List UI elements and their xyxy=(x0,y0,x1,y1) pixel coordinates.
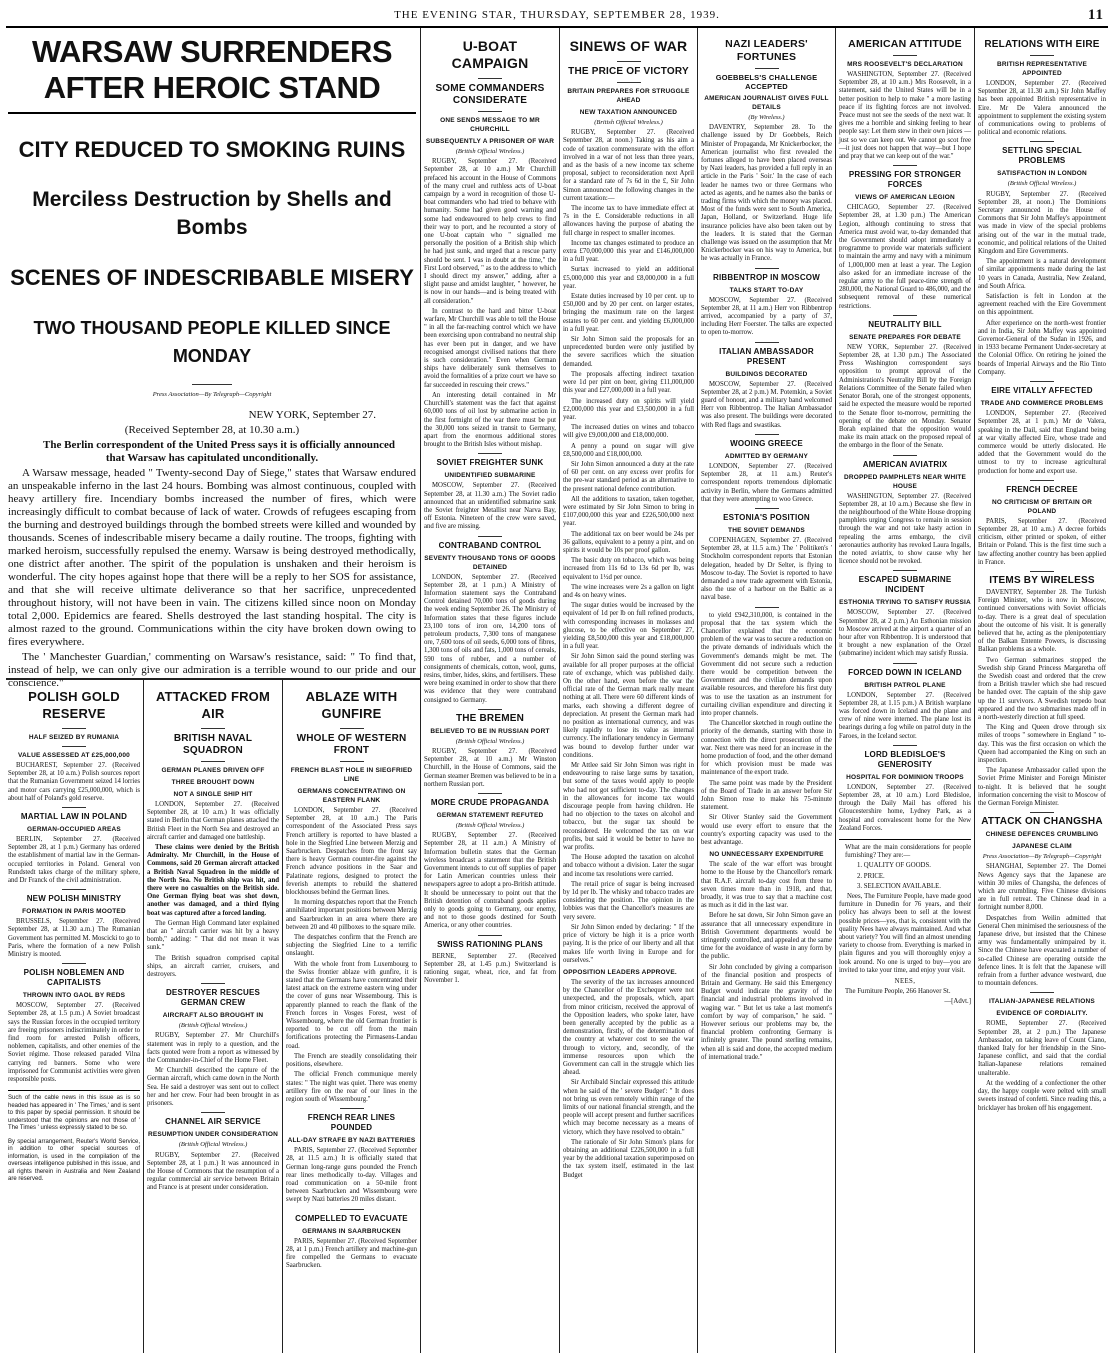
column-5 xyxy=(563,34,694,1351)
reuter-notice: By special arrangement, Reuter's World Service, in addition to other special sources of information, is used in the compilation of the overseas intelligence published in this issue, and all rights therein in Australia and New Zealand are reserved. xyxy=(8,1138,140,1183)
column-3 xyxy=(286,684,417,1351)
subhead: ITALIAN-JAPANESE RELATIONS xyxy=(989,998,1095,1006)
article-text: The proposals affecting indirect taxation were 1d per pint on beer, giving £11,000,000 this year and £27,000,000 in a full year. xyxy=(563,370,694,395)
lead-deck-1: CITY REDUCED TO SMOKING RUINS xyxy=(18,137,406,162)
column-rule xyxy=(143,680,144,1353)
separator xyxy=(617,82,641,83)
article-text: The House adopted the taxation on alcohol and tobacco without a division. Later the sugar and income tax resolutions were carried. xyxy=(563,854,694,878)
article-text: LONDON, September 27. (Received September 28, at 1.15 p.m.) A British warplane was forced down in Iceland and the plane and crew of nine were interned. The plane lost its bearings during a fog while on patrol duty in the Faroes, in the Iceland sector. xyxy=(839,691,971,740)
subhead: GERMAN STATEMENT REFUTED xyxy=(436,812,544,819)
source-line: (British Official Wireless.) xyxy=(1007,180,1077,188)
source-line: (British Official Wireless.) xyxy=(178,1022,248,1030)
article-text: The increased duties on wines and tobacco will give £9,000,000 and £18,000,000. xyxy=(563,424,694,440)
subhead: NOT A SINGLE SHIP HIT xyxy=(173,791,253,798)
article-text: The scale of the war effort was brought home to the House by the Chancellor's remark that R.A.F. aircraft to-day cost from three to seven times more than in 1918, and that, broadly, it was true to say that a machine cost as much as it did in the last war. xyxy=(701,861,832,910)
headline: FRENCH REAR LINES POUNDED xyxy=(307,1113,396,1133)
separator xyxy=(201,1112,225,1113)
headline: FORCED DOWN IN ICELAND xyxy=(848,667,962,677)
subhead: TALKS START TO-DAY xyxy=(729,286,804,294)
column-rule xyxy=(420,28,421,1353)
article-text: The retail price of sugar is being increased by 1d per lb. The whisky and tobacco trades are considering the position. The opinion in the lobbies was that the Chancellor's measures are very severe. xyxy=(563,880,694,921)
lead-deck-2: Merciless Destruction by Shells and Bombs xyxy=(32,188,392,239)
lead-story xyxy=(8,34,416,690)
article-text: to yield £942,310,000, is contained in the proposal that the tax system which the Chancellor explained that the economic problem of the war was to secure a reduction on the private demands of individuals which the Government's demands might be met. The Government did not secure such a reduction there would be competition between the Government and the civilian demands upon available resources, and therefore his first duty was to use the taxation as an instrument for curtailing civilian expenditure and directing it into proper channels. xyxy=(701,611,832,717)
article-text: Sir John Simon ended by declaring: " If the price of victory be high it is a price worth paying. It is the price of our liberty and all that makes life worth living in Europe and for ourselves." xyxy=(563,923,694,964)
column-8 xyxy=(978,34,1106,1351)
article-text: LONDON, September 27. (Received September 28, at 11.30 a.m.) Sir John Maffey has been appointed British representative in Eire. Mr De Valera announced the appointment to supplement the existing system of communications owing to problems of political and economic relations. xyxy=(978,80,1106,137)
article-text: The rationale of Sir John Simon's plans for obtaining an additional £226,500,000 in a full year by the additional taxation superimposed on the tax system itself, estimated in the last Budget xyxy=(563,1138,694,1179)
article-text: The French are steadily consolidating their positions, elsewhere. xyxy=(286,1052,417,1069)
article-text: Mr Churchill described the capture of the German aircraft, which came down in the North Sea. He said a destroyer was sent out to collect her and her crew. Four had been brought in as prisoners. xyxy=(147,1067,279,1108)
headline: PRESSING FOR STRONGER FORCES xyxy=(848,170,962,190)
subhead: VIEWS OF AMERICAN LEGION xyxy=(855,194,955,202)
article-text: The same point was made by the President of the Board of Trade in an answer before Sir John Simon rose to make his 75-minute statement. xyxy=(701,779,832,812)
article-text: RUGBY, September 27. Mr Churchill's statement was in reply to a question, and the facts quoted were from a report as witnessed by the Commander-in-Chief of the Home Fleet. xyxy=(147,1032,279,1065)
column-4 xyxy=(424,34,556,1351)
article-text: PARIS, September 27. (Received September 28, at 10 a.m.) A decree forbids criticism, either printed or spoken, of either Britain or Poland. This is the first time such a law affecting another country has been applied in France. xyxy=(978,517,1106,566)
article-text: Sir John Simon said the pound sterling was available for all proper purposes at the official rate of exchange, which was published daily. On the other hand, even before the war the official rate of the German mark really meant nothing at all. There were 60 different kinds of marks, each showing a different degree of depreciation. At present the German mark had no position as international currency, and was likely rapidly to lose its value as internal currency. The inflationary tendency in Germany was bound to develop further under war conditions. xyxy=(563,653,694,759)
source-line: (British Official Wireless.) xyxy=(455,822,525,829)
headline: CHANNEL AIR SERVICE xyxy=(165,1117,261,1127)
article-text: LONDON, September 27. (Received September 28, at 10 a.m.) The Paris correspondent of the Associated Press says French artillery is reported to have blasted a hole in the Siegfried Line between Merzig and Saarbrucken. Despatches from the front say there is heavy German counter-fire against the French advance positions in the Saar and Palatinate regions, designed to protect the feverish attempts to rebuild the shattered blockhouses behind the German lines. xyxy=(286,807,417,897)
subhead: ADMITTED BY GERMANY xyxy=(724,452,809,460)
article-text: Sir Oliver Stanley said the Government would use every effort to ensure that the country's exporting capacity was used to the best advantage. xyxy=(701,814,832,847)
ad-tag: —[Advt.] xyxy=(944,998,971,1006)
separator xyxy=(62,807,86,808)
separator xyxy=(478,935,502,936)
subhead: ONE SENDS MESSAGE TO MR CHURCHILL xyxy=(440,117,540,133)
separator xyxy=(893,570,917,571)
separator xyxy=(1030,55,1054,56)
subhead: BRITAIN PREPARES FOR STRUGGLE AHEAD xyxy=(567,88,690,104)
article-text: RUGBY, September 27. (Received September 28, at 10 a.m.) Mr Winston Churchill, in the House of Commons, said the German steamer Bremen was believed to be in a northern Russian port. xyxy=(424,747,556,788)
subhead: BRITISH REPRESENTATIVE APPOINTED xyxy=(996,61,1088,77)
subhead: JAPANESE CLAIM xyxy=(1012,843,1072,851)
article-text: DAVENTRY, September 28. The Turkish Foreign Minister, who is now in Moscow, continued conversations with Soviet officials to-day. There is a great deal of speculation about the outcome of his visit. It is generally believed that he, acting as the plenipotentiary of the Balkan Entente Powers, is discussing Balkan problems as a whole. xyxy=(978,588,1106,654)
article-text: NEW YORK, September 27. (Received September 28, at 1.30 p.m.) The Associated Press Washington correspondent says opposition to prompt approval of the Administration's Neutrality Bill by the Foreign Relations Committee of the Senate failed when Senator Borah, one of the strongest opponents, said he expected the measure would be reported to the Senate floor to-morrow, permitting the opening of the debate on Monday. Senator Borah explained that the opposition would make its main attack on the proposed repeal of the embargo in the floor of the Senate. xyxy=(839,343,971,450)
headline: BRITISH NAVAL SQUADRON xyxy=(173,733,253,756)
subhead: OPPOSITION LEADERS APPROVE. xyxy=(563,968,677,976)
article-text: The income tax to have immediate effect at 7s in the £. Considerable reductions in all allowances having the purpose of abating the full charge in respect to smaller incomes. xyxy=(563,205,694,237)
separator xyxy=(755,607,779,608)
separator xyxy=(62,963,86,964)
article-text: Sir John Simon said the proposals for an unprecedented burden were only justified by the severe sacrifices which the situation demanded. xyxy=(563,336,694,368)
separator xyxy=(755,434,779,435)
headline: AMERICAN ATTITUDE xyxy=(848,38,962,50)
column-rule xyxy=(282,680,283,1353)
article-text: LONDON, September 27. (Received September 28, at 1 p.m.) A Ministry of Information statement says the Contraband Control detained 70,000 tons of goods during the week ending September 26. The Ministry of Information states that these figures include 23,100 tons of iron ore, 14,200 tons of petroleum products, 7,300 tons of manganese ore, 7,600 tons of oil seeds, 6,000 tons of fibres, 1,300 tons of oils and fats, 1,000 tons of cereals, 590 tons of rubber, and a number of consignments of chemicals, cotton, wool, gums, resins, timber, hides, skins, and fertilisers. These were being examined in order to show that there was evidence that they were contraband consigned to Germany. xyxy=(424,573,556,704)
article-text: The appointment is a natural development of similar appointments made during the last 10 years in Canada, Australia, New Zealand, and South Africa. xyxy=(978,258,1106,290)
article-text: Income tax changes estimated to produce an extra £70,000,000 this year and £146,000,000 in a full year. xyxy=(563,239,694,264)
lead-intro: The Berlin correspondent of the United Press says it is officially announced that Warsaw has capitulated unconditionally. xyxy=(43,439,395,465)
headline: U-BOAT CAMPAIGN xyxy=(451,38,529,71)
subhead: THREE BROUGHT DOWN xyxy=(171,779,255,786)
lead-dateline: NEW YORK, September 27. xyxy=(248,409,376,422)
article-text: BRUSSELS, September 27. (Received September 28, at 11.30 a.m.) The Rumanian Government has permitted M. Moscicki to go to Paris, where the formation of a new Polish Ministry is mooted. xyxy=(8,918,140,959)
article-text: Sir John Simon announced a duty at the rate of 60 per cent. on any excess over profits for the pre-war standard period as an alternative to the present national defence contribution. xyxy=(563,460,694,493)
column-6 xyxy=(701,34,832,1351)
separator xyxy=(893,55,917,56)
headline: NEW POLISH MINISTRY xyxy=(26,894,122,904)
ad-text: Nees, The Furniture People, have made good furniture in Dunedin for 76 years, and their policy has always been to sell at the lowest possible prices—yes, that is, consistent with the quality Nees have always maintained. And what about variety? You will find an almost unending variety to choose from. Everything is marked in plain figures and you will thoroughly enjoy a look around. No one is urged to buy—you are invited to take your time, and enjoy your visit. xyxy=(839,893,971,974)
lead-deck-4: TWO THOUSAND PEOPLE KILLED SINCE MONDAY xyxy=(33,318,391,366)
subhead: DROPPED PAMPHLETS NEAR WHITE HOUSE xyxy=(843,473,967,490)
article-text: Before he sat down, Sir John Simon gave an assurance that all unnecessary expenditure in British Government departments would be stringently controlled, and appealed at the same time for the avoidance of waste in any form by the public. xyxy=(701,912,832,961)
headline: COMPELLED TO EVACUATE xyxy=(295,1213,408,1223)
article-text: BUCHAREST, September 27. (Received September 28, at 10 a.m.) Polish sources report that the Rumanian Government seized 14 lorries and motor cars carrying £25,000,000, which is about half of Poland's gold reserve. xyxy=(8,762,140,802)
article-text: The wine increases were 2s a gallon on light and 4s on heavy wines. xyxy=(563,583,694,599)
nees-advertisement xyxy=(839,839,971,1007)
article-text: The Chancellor sketched in rough outline the priority of the demands, starting with those in connection with the direct prosecution of the war. Next there was need for an increase in the home production of food, and the other demand for which provision must be made was maintenance of the export trade. xyxy=(701,720,832,777)
subhead: UNIDENTIFIED SUBMARINE xyxy=(444,472,536,480)
article-text: The additional tax on beer would be 24s per 36 gallons, equivalent to a penny a pint, and on spirits it would be 10s per proof gallon. xyxy=(563,530,694,554)
subhead: FORMATION IN PARIS MOOTED xyxy=(22,908,126,916)
headline: SINEWS OF WAR xyxy=(569,38,688,54)
subhead: ESTHONIA TRYING TO SATISFY RUSSIA xyxy=(839,599,971,607)
subhead: HOSPITAL FOR DOMINION TROOPS xyxy=(846,773,964,781)
article-text: MOSCOW, September 27. (Received September 28, at 1.5 p.m.) A Soviet broadcast says the Russian forces in the occupied territory are freeing prisoners indiscriminately in order to find room for arrested Polish officers, noblemen, capitalists, and other enemies of the Soviet régime. Those released paraded Vilna carrying red banners. Some who were imprisoned for Communist activities were given responsible posts. xyxy=(8,1002,140,1084)
headline: AMERICAN AVIATRIX xyxy=(862,459,948,469)
separator xyxy=(478,709,502,710)
column-7 xyxy=(839,34,971,1351)
ad-question: What are the main considerations for people furnishing? They are:— xyxy=(845,844,971,860)
article-text: Sir Archibald Sinclair expressed this attitude when he said of the ' severe Budget': " It does not bring us even remotely within range of the limits of our national financial strength, and the people will accept present and further sacrifices which may become necessary as a means of victory, which they have resolved to obtain." xyxy=(563,1079,694,1136)
source-line: Press Association—By Telegraph—Copyright xyxy=(982,853,1102,861)
article-text: With the whole front from Luxembourg to the Swiss frontier ablaze with gunfire, it is stated that the Germans have concentrated their latest attack on the extreme eastern wing under the cover of guns near Wissembourg. This is apparently planned to reach the flank of the French forces in Vosges Forest, west of Wissembourg, where the old German frontier is reported to be cut off from the main fortifications protecting the Pirmasens-Landau road. xyxy=(286,960,417,1050)
subhead: BELIEVED TO BE IN RUSSIAN PORT xyxy=(430,727,550,735)
column-rule xyxy=(974,28,975,1353)
separator xyxy=(62,728,86,729)
article-text: LONDON, September 27. (Received September 28, at 10 a.m.) It was officially stated in Berlin that German planes attacked the British Fleet in the North Sea and destroyed an aircraft carrier and damaged one battleship. xyxy=(147,801,279,841)
column-1 xyxy=(8,684,140,1351)
subhead: MRS ROOSEVELT'S DECLARATION xyxy=(847,61,963,68)
subhead: ALL-DAY STRAFE BY NAZI BATTERIES xyxy=(287,1137,416,1145)
subhead: BRITISH PATROL PLANE xyxy=(864,681,946,689)
separator xyxy=(201,983,225,984)
headline: RIBBENTROP IN MOSCOW xyxy=(713,272,820,282)
headline: WOOING GREECE xyxy=(730,438,803,448)
article-text: LONDON, September 27. (Received September 28, at 10 a.m.) Lord Bledisloe, through the Daily Mail has offered his Gloucestershire home, Lydney Park, as a hospital and convalescent home for the New Zealand Forces. xyxy=(839,783,971,832)
banner-rule xyxy=(8,112,416,114)
subhead: FRENCH BLAST HOLE IN SIEGFRIED LINE xyxy=(290,767,413,783)
article-text: MOSCOW, September 27. (Received September 28, at 2 p.m.) M. Potemkin, a Soviet guard of honour, and a military band welcomed Herr von Ribbentrop. The Italian Ambassador was also present. The buildings were decorated with Red flags and swastikas. xyxy=(701,380,832,429)
article-text: DAVENTRY, September 28. To the challenge issued by Dr Goebbels, Reich Minister of Propaganda, Mr Knickerbocker, the American journalist who first revealed the fortunes alleged to have been placed overseas by Nazi leaders, has provided a full reply in an article in the Paris ' Soir.' In the case of each leader he names two or three Germans who acted as agents, and he names also the banks or trading firms with which the money was placed. Most of the funds were sent to South America, Japan, Holland, or Switzerland. Huge life insurance policies have also been taken out by the leaders. It is stated that the German challenge was issued on the assumption that Mr Knickerbocker was on his way to America, but he was actually in France. xyxy=(701,124,832,263)
lead-deck-3: SCENES OF INDESCRIBABLE MISERY xyxy=(10,265,414,290)
article-text: RUGBY, September 27. (Received September 28, at 10 a.m.) Mr Churchill prefaced his account in the House of Commons of the many cruel and ruthless acts of U-boat campaign by a word in recognition of those U-boat commanders who had tried to behave with humanity. Some had given good warning and some had endeavoured to help crews to find their way to port, and he recounted a story of one U-boat captain who " signalled me personally the position of a British ship which he had just sunk, and urged that a rescue party should be sent. I was in doubt at the time," the First Lord observed, " as to the address to which I should direct my answer," adding, after a slight pause and amidst laughter, " however, he is now in our hands—and is being treated with all consideration." xyxy=(424,158,556,305)
lead-received: (Received September 28, at 10.30 a.m.) xyxy=(124,424,300,437)
column-rule xyxy=(697,28,698,1353)
article-text: MOSCOW, September 27. (Received September 28, at 11 a.m.) Herr von Ribbentrop arrived, accompanied by a party of 37, including Herr Foerster. The talks are expected to open to-morrow. xyxy=(701,296,832,337)
article-text: RUGBY, September 27. (Received September 28, at 11 a.m.) A Ministry of Information bulletin states that the German wireless broadcast a statement that the British Government intends to cut off supplies of paper for Latin American countries unless their newspapers agree to adopt a pro-British attitude. It should be unnecessary to point out that the British detention of contraband goods applies only to goods going to Germany, our enemy, and not to those goods destined for South America, or any other countries. xyxy=(424,832,556,930)
headline: THE PRICE OF VICTORY xyxy=(568,66,689,77)
source-line: (British Official Wireless.) xyxy=(455,737,525,745)
article-text: PARIS, September 27. (Received September 28, at 11.5 a.m.) It is officially stated that German long-range guns pounded the French rear lines methodically to-day. Villages and road communication on a 50-mile front between Saarbrucken and Wissembourg were swept by Nazi batteries 20 miles distant. xyxy=(286,1147,417,1204)
subhead: VALUE ASSESSED AT £25,000,000 xyxy=(17,752,130,759)
source-line: (British Official Wireless.) xyxy=(178,1141,248,1149)
separator xyxy=(1030,571,1054,572)
separator xyxy=(755,268,779,269)
subhead: GOEBBELS'S CHALLENGE ACCEPTED xyxy=(715,73,818,91)
subhead: SUBSEQUENTLY A PRISONER OF WAR xyxy=(425,138,555,145)
article-text: BERLIN, September 27. (Received September 28, at 1 p.m.) Germany has ordered the establishment of martial law in the German-occupied territories in Poland. General von Rundstedt takes charge of the military sphere, and Dr Franck of the civil administration. xyxy=(8,836,140,885)
article-text: Mr Attlee said Sir John Simon was right in endeavouring to raise large sums by taxation, but some of the taxes would apply to people who had not got sufficient to-day. The changes in the allowances for income tax would discourage people from having children. He had no objection to the taxes on alcohol and tobacco, but the sugar tax should be reconsidered. He welcomed the tax on war profits, but said it would be better to have no war profits. xyxy=(563,762,694,852)
subhead: CHINESE DEFENCES CRUMBLING xyxy=(985,831,1099,839)
lead-paragraph-1: A Warsaw message, headed " Twenty-second Day of Siege," states that Warsaw endured an unspeakable inferno in the last 24 hours. Bombing was almost continuous, coupled with heavy artillery fire. Incendiary bombs increased the number of fires, which were increasingly difficult to combat because of lack of water. Crowds of refugees escaping from the burning and destroyed buildings through the bombed streets were killed and wounded by thousands. Scenes of indescribable misery became a daily routine. The troops, fighting with marked heroism, successfully repulsed the enemy. Warsaw is being destroyed methodically, one district after another. The spirit of the population is unshaken and their heroism is wonderful. The city hopes against hope that there will be a reply to her SOS for assistance, and that she will receive ultimate deliverance so that her sacrifice, unprecedented throughout history, will not have been in vain. The citizens killed since noon on Monday total 2,000. Epidemics are feared. Shells destroyed the last standing hospital. The city is almost razed to the ground. Communications within the city have broken down owing to fires everywhere. xyxy=(8,467,416,649)
page-number: 11 xyxy=(1087,7,1104,23)
source-line: (British Official Wireless.) xyxy=(594,119,663,126)
article-text: In contrast to the hard and bitter U-boat warfare, Mr Churchill was able to tell the House " in all the far-reaching control which we have been exercising upon contraband no neutral ship has ever been put in danger, and we have recognised amongst civilised nations that there is such consideration." Even when German ships have deliberately sunk themselves to avoid the formalities of a prize court we have so far succeeded in rescuing their crews." xyxy=(424,307,556,389)
headline: SOVIET FREIGHTER SUNK xyxy=(436,458,544,468)
source-line: (British Official Wireless.) xyxy=(455,148,525,155)
newspaper-page xyxy=(6,4,1108,1353)
separator xyxy=(478,111,502,112)
headline: POLISH NOBLEMEN AND CAPITALISTS xyxy=(23,968,125,988)
article-text: BERNE, September 27. (Received September 28, at 1.45 p.m.) Switzerland is rationing sugar, wheat, rice, and fat from November 1. xyxy=(424,952,556,985)
headline: LORD BLEDISLOE'S GENEROSITY xyxy=(864,749,946,769)
separator xyxy=(478,793,502,794)
headline: ATTACKED FROM AIR xyxy=(155,689,271,721)
article-text: WASHINGTON, September 27. (Received September 28, at 10 a.m.) Mrs Roosevelt, in a statement, said the United States will be in a better position to help to make " a more lasting peace if its fighting forces are not involved. Peace must not see the seeds of the next war. It gives me a horrible and sinking feeling to hear people say: Let them stew in their own juices —just so we can keep out. We cannot go scot free—it just does not happen that way—but I hope and pray that we can keep out of the war." xyxy=(839,71,971,161)
separator xyxy=(1030,381,1054,382)
lead-paragraph-2: The ' Manchester Guardian,' commenting on Warsaw's resistance, said: " To find that, instead of help, we can only give our admiration is a terrible wound to our pride and our conscience." xyxy=(8,651,416,690)
subhead: AMERICAN JOURNALIST GIVES FULL DETAILS xyxy=(704,95,829,111)
headline: CONTRABAND CONTROL xyxy=(438,540,542,550)
ad-point: 3. SELECTION AVAILABLE. xyxy=(857,882,941,890)
ad-point: 1. QUALITY OF GOODS. xyxy=(857,862,931,870)
headline: NAZI LEADERS' FORTUNES xyxy=(725,38,808,63)
column-rule xyxy=(835,28,836,1353)
subhead: HALF SEIZED BY RUMANIA xyxy=(28,734,120,741)
subhead: GERMANS IN SAARBRUCKEN xyxy=(302,1227,401,1235)
separator xyxy=(893,165,917,166)
subhead: THE SOVIET DEMANDS xyxy=(728,526,805,534)
article-text: LONDON, September 27. (Received September 28, at 1 p.m.) Mr de Valera, speaking in the Dail, said that England being at war vitally affected Eire, whose trade and commerce would be utterly dislocated. He added that the Government would do the utmost to try to increase agricultural production for home and export use. xyxy=(978,410,1106,475)
ad-point: 2. PRICE. xyxy=(857,872,885,880)
article-text: The official French communique merely states: " The night was quiet. There was enemy artillery fire on the rear of our lines in the region south of Wissembourg." xyxy=(286,1071,417,1103)
separator xyxy=(192,384,232,385)
separator xyxy=(340,1108,364,1109)
lead-body xyxy=(8,409,416,690)
ad-address: The Furniture People, 266 Hanover St. xyxy=(845,988,951,996)
headline: MORE CRUDE PROPAGANDA xyxy=(430,798,550,807)
separator xyxy=(201,761,225,762)
article-text: The King and Queen drove through six miles of troops " somewhere in England " to-day. This was the first occasion on which the Queen had accompanied the King on such an inspection. xyxy=(978,724,1106,764)
separator xyxy=(1030,141,1054,142)
separator xyxy=(62,889,86,890)
headline: MARTIAL LAW IN POLAND xyxy=(20,812,128,822)
article-text: These claims were denied by the British Admiralty. Mr Churchill, in the House of Commons, said 20 German aircraft attacked a British Naval Squadron in the middle of the North Sea. No British ship was hit, and there were no casualties on the British side. One German flying boat was shot down, another was damaged, and a third flying boat was captured after a forced landing. xyxy=(147,844,279,917)
subhead: NEW TAXATION ANNOUNCED xyxy=(579,109,678,116)
article-text: SHANGHAI, September 27. The Domei News Agency says that the Japanese are within 30 miles of Changsha, the defences of which are crumbling. Five Chinese divisions are in full retreat. The Chinese dead in a fortnight number 8,000. xyxy=(978,863,1106,912)
subhead: EVIDENCE OF CORDIALITY. xyxy=(996,1010,1088,1018)
subhead: THROWN INTO GAOL BY REDS xyxy=(22,992,126,1000)
article-text: The sugar duties would be increased by the equivalent of 1d per lb on full refined products, with corresponding increases in molasses and glucose, to be effective on September 27, yielding £8,500,000 this year and £18,000,000 in a full year. xyxy=(563,602,694,651)
separator xyxy=(755,508,779,509)
column-2 xyxy=(147,684,279,1351)
subhead: SEVENTY THOUSAND TONS OF GOODS DETAINED xyxy=(424,554,556,571)
article-text: COPENHAGEN, September 27. (Received September 28, at 11.5 a.m.) The ' Politiken's ' Stockholm correspondent reports that Estonian delegation, headed by Dr Selter, is flying to Moscow to-day. The Soviet is reported to have demanded a new trade agreement with Estonia, also the use of a harbour on the Baltic as a naval base. xyxy=(701,536,832,602)
article-text: The severity of the tax increases announced by the Chancellor of the Exchequer were not unexpected, and the proposals, which, apart from minor criticism, received the approval of the Opposition leaders, who spoke later, have been generally accepted by the public as a demonstration, firstly, of the determination of the country at whatever cost to see the war through to victory, and, secondly, of the immense resources upon which the Government can call in the struggle which lies ahead. xyxy=(563,978,694,1077)
headline: ESCAPED SUBMARINE INCIDENT xyxy=(858,575,952,595)
article-text: All the additions to taxation, taken together, were estimated by Sir John Simon to bring in £107,000,000 this year and £226,500,000 next year. xyxy=(563,495,694,528)
separator xyxy=(478,453,502,454)
separator xyxy=(62,746,86,747)
separator xyxy=(893,745,917,746)
separator xyxy=(201,728,225,729)
separator xyxy=(478,78,502,79)
separator xyxy=(617,61,641,62)
article-text: The British squadron comprised capital ships, an aircraft carrier, cruisers, and destroyers. xyxy=(147,954,279,979)
headline: ABLAZE WITH GUNFIRE xyxy=(305,689,398,721)
headline: POLISH GOLD RESERVE xyxy=(28,689,120,721)
lead-source: Press Association—By Telegraph—Copyright xyxy=(152,391,272,398)
headline: NEUTRALITY BILL xyxy=(868,319,942,329)
article-text: Two German submarines stopped the Swedish ship Grand Princess Margaretha off the Swedish coast and ordered that the crew from a British trawler which she had rescued be handed over. The captain of the ship gave up the 11 survivors. A Swedish torpedo boat appeared and the two submarines made off in a north-westerly direction at full speed. xyxy=(978,656,1106,721)
subhead: GERMAN-OCCUPIED AREAS xyxy=(27,826,121,834)
subhead: BUILDINGS DECORATED xyxy=(725,370,808,378)
subhead: NO CRITICISM OF BRITAIN OR POLAND xyxy=(991,498,1093,515)
article-text: PARIS, September 27. (Received September 28, at 1 p.m.) French artillery and machine-gun fire compelled the Germans to evacuate Saarbrucken. xyxy=(286,1237,417,1270)
headline: FRENCH DECREE xyxy=(1006,484,1078,494)
separator xyxy=(755,68,779,69)
headline: SETTLING SPECIAL PROBLEMS xyxy=(1002,146,1082,166)
article-text: An interesting detail contained in Mr Churchill's statement was the fact that against 60,000 tons of oil lost by submarine action in the first fortnight of the war there must be put the 30,000 tons seized in transit to Germany, apart from the enormous additional stores brought to the British Isles without mishap. xyxy=(424,391,556,449)
headline: SOME COMMANDERS CONSIDERATE xyxy=(435,83,545,106)
article-text: MOSCOW, September 27. (Received September 28, at 2 p.m.) An Esthonian mission to Moscow arrived at the airport a quarter of an hour after von Ribbentrop. It is understood that it brought a new explanation of the Orzel (submarine) incident which may satisfy Russia. xyxy=(839,609,971,658)
article-text: Despatches from Weilin admitted that General Chen minimised the seriousness of the Japanese drive, but insisted that the Chinese army was fundamentally unimpaired by it. Since the Chinese have evacuated a number of so-called Chinese are operating outside the defence lines. It is felt that the Japanese will refrain from a further advance westward, due to mountain defences. xyxy=(978,914,1106,988)
separator xyxy=(340,761,364,762)
separator xyxy=(893,455,917,456)
separator xyxy=(1030,812,1054,813)
subhead: SENATE PREPARES FOR DEBATE xyxy=(849,333,961,341)
headline: THE BREMEN xyxy=(455,712,525,724)
headline: ESTONIA'S POSITION xyxy=(723,512,810,522)
ad-name: NEES, xyxy=(894,978,916,986)
headline: WHOLE OF WESTERN FRONT xyxy=(296,733,407,756)
article-text: LONDON, September 27. (Received September 28, at 11 a.m.) Reuter's correspondent reports tremendous diplomatic activity in Berlin, where the Germans admitted that they were attempting to woo Greece. xyxy=(701,462,832,503)
separator xyxy=(478,536,502,537)
headline: RELATIONS WITH EIRE xyxy=(984,39,1100,50)
article-text: A penny a pound on sugar will give £8,500,000 and £18,000,000. xyxy=(563,442,694,458)
article-text: RUGBY, September 27. (Received September 28, at noon.) The Dominions Secretary announced in the House of Commons that Sir John Maffey's appointment was made in view of the special problems arising out of the war in the mutual trade, economic, and political relations of the United Kingdom and Eire Governments. xyxy=(978,190,1106,256)
separator xyxy=(893,315,917,316)
headline: EIRE VITALLY AFFECTED xyxy=(991,386,1093,396)
subhead: SATISFACTION IN LONDON xyxy=(997,170,1087,178)
headline: ATTACK ON CHANGSHA xyxy=(981,816,1103,828)
headline: DESTROYER RESCUES GERMAN CREW xyxy=(165,988,261,1008)
article-text: Surtax increased to yield an additional £5,000,000 this year and £8,000,000 in a full year. xyxy=(563,266,694,290)
separator xyxy=(755,342,779,343)
separator xyxy=(1030,992,1054,993)
article-text: Sir John concluded by giving a comparison of the financial position and prospects of Britain and Germany. He said this Emergency Budget would indicate the gravity of the financial and industrial problems involved in waging war. " But let us take a last moment's comfort by way of comparison," he said. " However serious our problems may be, the financial problem confronting Germany is infinitely greater. The pound sterling remains, when all is said and done, the accepted medium of international trade." xyxy=(701,963,832,1061)
headline: SWISS RATIONING PLANS xyxy=(437,939,543,949)
subhead: GERMAN PLANES DRIVEN OFF xyxy=(161,767,265,774)
separator xyxy=(1030,480,1054,481)
subhead: RESUMPTION UNDER CONSIDERATION xyxy=(147,1131,279,1139)
article-text: Satisfaction is felt in London at the agreement reached with the Eire Government on this appointment. xyxy=(978,293,1106,317)
article-text: ROME, September 27. (Received September 28, at 2 p.m.) The Japanese Ambassador, on taking leave of Count Ciano, thanked Italy for her friendship in the Sino-Japanese conflict, and said that the cordial Italian-Japanese relations remained unalterable. xyxy=(978,1020,1106,1077)
article-text: The Japanese Ambassador called upon the Soviet Prime Minister and Foreign Minister to-night. It is believed that he sought information concerning the visit to Moscow of the German Foreign Minister. xyxy=(978,767,1106,808)
article-text: WASHINGTON, September 27. (Received September 28, at 10 a.m.) Because she flew in the neighbourhood of the White House dropping pamphlets urging Congress to remain in session through the war and not take hasty action in repealing the arms embargo, the civil aeronautics authority has revoked Laura Ingalls, the noted aviatrix, to show cause why her licence should not be revoked. xyxy=(839,492,972,566)
article-text: The despatches confirm that the French are subjecting the Siegfried Line to a terrific onslaught. xyxy=(286,934,417,958)
subhead: GERMANS CONCENTRATING ON EASTERN FLANK xyxy=(297,788,406,804)
headline: ITALIAN AMBASSADOR PRESENT xyxy=(719,346,814,366)
article-text: After experience on the north-west frontier and in India, Sir John Maffey was appointed Governor-General of the Sudan in 1926, and in 1933 became Permanent Under-secretary at the Colonial Office. On retiring he joined the boards of Imperial Airways and the Rio Tinto Company. xyxy=(978,319,1106,376)
article-text: CHICAGO, September 27. (Received September 28, at 1.30 p.m.) The American Legion, although continuing to stress that America must avoid war, to-day demanded that the Government should adopt immediately a programme to provide war materials sufficient to maintain the army and navy with a minimum of 1,000,000 men at least a year. The Legion also asked for an immediate increase of the regular army to the full peace-time strength of 280,000, the National Guard to 486,000, and the subsequent removal of these numerical restrictions. xyxy=(839,204,971,310)
separator xyxy=(340,728,364,729)
separator xyxy=(340,1209,364,1210)
times-notice: Such of the cable news in this issue as is so headed has appeared in ' The Times,' and is sent to this paper by special permission. It should be understood that the opinions are not those of ' The Times ' unless expressly stated to be so. xyxy=(8,1090,140,1133)
headline: ITEMS BY WIRELESS xyxy=(989,574,1095,586)
article-text: At the wedding of a confectioner the other day, the happy couple were pelted with small sweets instead of confetti. Since reading this, a bricklayer has broken off his engagement. xyxy=(978,1079,1106,1112)
masthead xyxy=(6,4,1108,28)
subhead: AIRCRAFT ALSO BROUGHT IN xyxy=(162,1012,264,1020)
article-text: In morning despatches report that the French annihilated important positions between Merzig and Saarbrucken in an area where there are between 20 and 40 pillboxes to the square mile. xyxy=(286,899,417,931)
article-text: The basic duty on tobacco, which was being increased from 11s 6d to 13s 6d per lb, was equivalent to 1½d per ounce. xyxy=(563,557,694,581)
column-rule xyxy=(559,28,560,1353)
article-text: RUGBY, September 27. (Received September 28, at 1 p.m.) It was announced in the House of Commons that the resumption of a regular commercial air service between Britain and France is at present under consideration. xyxy=(147,1151,279,1192)
subhead: TRADE AND COMMERCE PROBLEMS xyxy=(980,400,1104,408)
article-text: Estate duties increased by 10 per cent. up to £50,000 and by 20 per cent. on larger estates, bringing the maximum rate on the largest estates to 60 per cent. and yielding £6,000,000 in a full year. xyxy=(563,293,694,333)
article-text: The German High Command later explained that an " aircraft carrier was hit by a heavy bomb," adding: " That did not mean it was sunk." xyxy=(147,919,279,952)
separator xyxy=(893,663,917,664)
article-text: MOSCOW, September 27. (Received September 28, at 11.30 a.m.) The Soviet radio announced that an unidentified submarine sank the Soviet freighter Metallist near Narva Bay, off Estonia. Nineteen of the crew were saved, and five are missing. xyxy=(424,482,556,531)
article-text: RUGBY, September 27. (Received September 28, at noon.) Taking as his aim a code of taxation commensurate with the effort involved in a war of not less than three years, and as the basis of a new income tax scheme proposal, subject to reconsideration next April for a standard rate of 7s 6d in the £, Sir John Simon announced the following changes in the current taxation:— xyxy=(563,129,694,202)
lead-banner: WARSAW SURRENDERS AFTER HEROIC STAND xyxy=(31,34,393,105)
masthead-title: THE EVENING STAR, THURSDAY, SEPTEMBER 28, 1939. xyxy=(394,9,720,21)
source-line: (By Wireless.) xyxy=(748,114,785,121)
article-text: The increased duty on spirits will yield £2,000,000 this year and £3,500,000 in a full year. xyxy=(563,397,694,421)
subhead: NO UNNECESSARY EXPENDITURE xyxy=(709,851,824,859)
